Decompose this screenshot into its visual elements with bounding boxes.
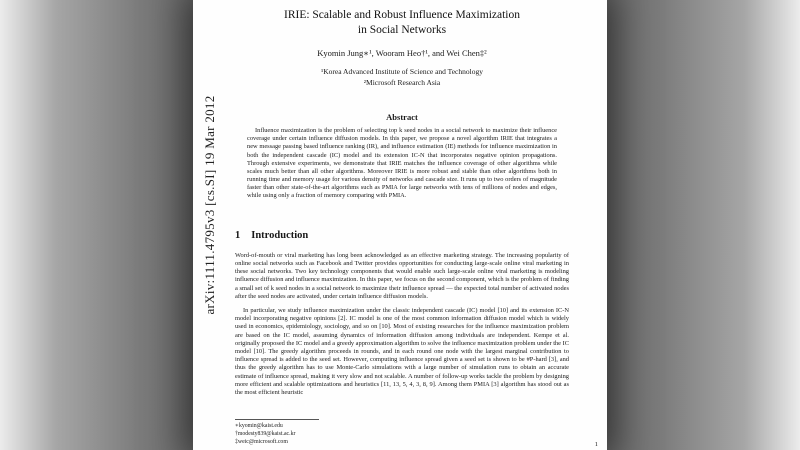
footnotes-block: [235, 417, 569, 450]
abstract-text: Influence maximization is the problem of selecting top k seed nodes in a social network to maximize their influence coverage under certain influence diffusion models. In this paper, we propose a novel algorithm IRIE that integrates a new message passing based influence ranking (IR), and influence estimation (IE) methods for influence maximization in both the independent cascade (IC) model and its extension IC-N that incorporates negative opinion propagations. Through extensive experiments, we demonstrate that IRIE matches the influence coverage of other algorithms while scales much better than all other algorithms. Moreover IRIE is more robust and stable than other algorithms both in running time and memory usage for various density of networks and cascade size. It runs up to two orders of magnitude faster than other state-of-the-art algorithms such as PMIA for large networks with tens of millions of nodes and edges, while using only a fraction of memory comparing with PMIA.: [247, 127, 557, 199]
arxiv-stamp: arXiv:1111.4795v3 [cs.SI] 19 Mar 2012: [202, 95, 217, 315]
footnote-2: †modesty839@kaist.ac.kr: [235, 430, 296, 437]
page-number: 1: [594, 441, 598, 448]
affiliation-2: ²Microsoft Research Asia: [363, 77, 441, 87]
affiliations: [235, 67, 569, 88]
footnote-1: ∗kyomin@kaist.edu: [235, 422, 283, 429]
affiliation-1: ¹Korea Advanced Institute of Science and Technology: [321, 67, 483, 77]
paper-title-line-2: in Social Networks: [357, 24, 447, 37]
section-1-title: Introduction: [251, 229, 309, 241]
footnote-3: ‡weic@microsoft.com: [235, 438, 288, 445]
section-1-number: 1: [235, 229, 241, 241]
paper-title: [235, 8, 569, 38]
intro-paragraph-2: In particular, we study influence maximization under the classic independent cascade (IC) model [10] and its extension IC-N model incorporating negative opinions [2]. IC model is one of the most common information diffusion model which is widely used in economics, epidemiology, sociology, and so on [10]. Most of existing researches for the influence maximization problem are based on the IC model, assuming dynamics of information diffusion among individuals are independent. Kempe et al. originally proposed the IC model and a greedy approximation algorithm to solve the influence maximization problem under the IC model [10]. The greedy algorithm proceeds in rounds, and in each round one node with the largest marginal contribution to influence spread is added to the seed set. However, computing influence spread given a seed set is shown to be #P-hard [3], and thus the greedy algorithm has to use Monte-Carlo simulations with a large number of simulation runs to obtain an accurate estimate of influence spread, making it very slow and not scalable. A number of follow-up works tackle the problem by designing more efficient and scalable optimizations and heuristics [11, 13, 5, 4, 3, 8, 9]. Among them PMIA [3] algorithm has stood out as the most efficient heuristic: [235, 307, 570, 396]
section-1-heading: [235, 230, 569, 241]
abstract-heading: Abstract: [386, 112, 418, 123]
intro-paragraph-1: Word-of-mouth or viral marketing has long been acknowledged as an effective marketing strategy. The increasing popularity of online social networks such as Facebook and Twitter provides opportunities for conducting large-scale online viral marketing in these social networks. Two key technology components that would enable such large-scale online viral marketing is modeling influence diffusion and influence maximization. In this paper, we focus on the second component, which is the problem of finding a small set of k seed nodes in a social network to maximize their influence spread — the expected total number of activated nodes after the seed nodes are activated, under certain influence diffusion models.: [235, 251, 569, 300]
paper-page: [193, 0, 607, 450]
paper-title-line-1: IRIE: Scalable and Robust Influence Maximization: [283, 9, 520, 21]
footnote-rule: [235, 419, 319, 420]
authors-line: Kyomin Jung∗¹, Wooram Heo†¹, and Wei Chen‡²: [317, 48, 487, 59]
